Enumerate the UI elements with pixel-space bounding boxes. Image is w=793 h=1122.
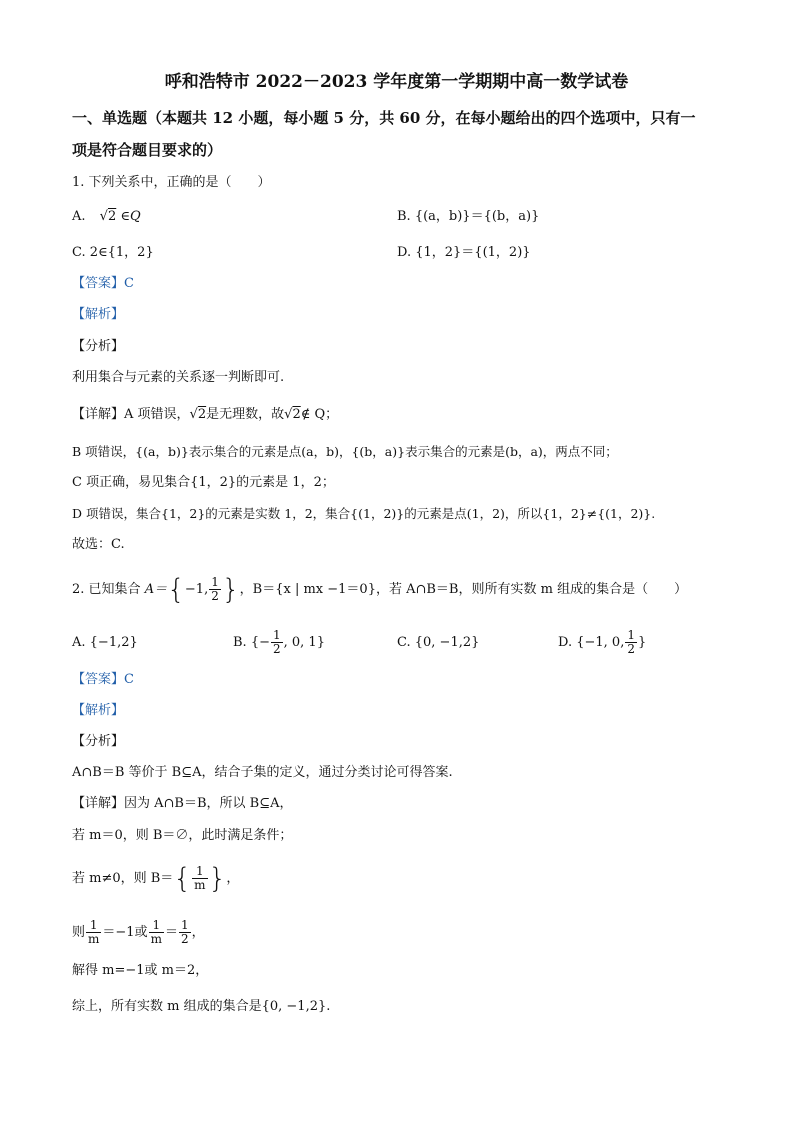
q2-set-a-element: −1, xyxy=(184,582,209,597)
q1-option-c: C. 2∈{1，2} xyxy=(72,245,154,260)
numerator: 1 xyxy=(180,918,189,932)
q1-detail-label: 【详解】 xyxy=(72,407,125,422)
q2-detail: 【详解】因为 A∩B＝B，所以 B⊆A， xyxy=(72,796,293,811)
right-brace: } xyxy=(208,861,227,895)
q2-case-zero: 若 m＝0，则 B＝∅，此时满足条件； xyxy=(72,828,293,843)
q2-case-fraction xyxy=(192,865,207,892)
q2-option-a: A. {−1,2} xyxy=(72,635,138,650)
q2-then xyxy=(72,917,205,949)
q1-detail-a xyxy=(72,406,338,424)
q1-detail-a-radicand: 2 xyxy=(197,407,207,422)
q2-stem-rest: ，B＝{x | mx −1＝0}，若 A∩B＝B，则所有实数 m 组成的集合是（ ） xyxy=(239,582,688,597)
q1-option-a xyxy=(72,208,141,226)
sqrt-symbol: √ xyxy=(284,407,293,422)
section-heading-line1: 一、单选题（本题共 12 小题，每小题 5 分，共 60 分，在每小题给出的四个选项中，只有一 xyxy=(72,109,696,127)
q2-option-b xyxy=(233,628,325,658)
numerator: 1 xyxy=(192,865,207,879)
q2-option-d-post: } xyxy=(637,635,647,650)
q1-detail-a-end: ∉ Q； xyxy=(300,407,339,422)
q1-detail-a-radicand2: 2 xyxy=(292,407,301,422)
q2-summary-post: . xyxy=(326,999,331,1014)
denominator: m xyxy=(88,932,100,946)
q2-summary-pre: 综上，所有实数 m 组成的集合是 xyxy=(72,999,262,1014)
denominator: m xyxy=(194,878,206,892)
numerator: 1 xyxy=(86,919,101,933)
q2-set-a-name: A＝ xyxy=(144,582,168,597)
q1-option-a-radicand: 2 xyxy=(107,209,117,224)
q2-stem xyxy=(72,572,688,606)
q2-breakdown-text: A∩B＝B 等价于 B⊆A，结合子集的定义，通过分类讨论可得答案. xyxy=(72,765,453,780)
q1-detail-a-pre: A 项错误， xyxy=(124,407,190,422)
numerator: 1 xyxy=(627,628,635,642)
q2-fraction-half xyxy=(209,576,221,603)
denominator: 2 xyxy=(627,642,635,656)
q2-option-c: C. {0, −1,2} xyxy=(397,635,480,650)
q2-analysis-label: 【解析】 xyxy=(72,703,125,718)
q2-then-fraction-2 xyxy=(149,919,164,946)
q2-answer: 【答案】C xyxy=(72,672,134,687)
q2-then-eq: ＝ xyxy=(164,925,178,940)
left-brace: { xyxy=(167,572,185,606)
q1-detail-b: B 项错误，{(a，b)}表示集合的元素是点(a，b)，{(b，a)}表示集合的元素是(b，a)，两点不同； xyxy=(72,444,618,459)
q2-then-mid: ＝−1或 xyxy=(102,925,148,940)
q1-detail-a-mid: 是无理数，故 xyxy=(206,407,285,422)
q1-breakdown-text: 利用集合与元素的关系逐一判断即可. xyxy=(72,370,285,385)
q2-solve: 解得 m=−1或 m＝2， xyxy=(72,963,209,978)
q2-case-nonzero-post: ， xyxy=(226,871,240,886)
q2-then-fraction-1 xyxy=(86,919,101,946)
exam-title: 呼和浩特市 2022－2023 学年度第一学期期中高一数学试卷 xyxy=(164,72,629,92)
q2-then-pre: 则 xyxy=(72,925,86,940)
q1-detail-c: C 项正确，易见集合{1，2}的元素是 1，2； xyxy=(72,475,335,490)
q2-breakdown-label: 【分析】 xyxy=(72,734,125,749)
right-brace: } xyxy=(221,572,240,606)
q2-option-d-pre: D. {−1, 0, xyxy=(558,635,625,650)
q1-option-d: D. {1，2}＝{(1，2)} xyxy=(397,245,531,260)
q1-option-b: B. {(a，b)}＝{(b，a)} xyxy=(397,209,540,224)
sqrt-symbol: √ xyxy=(99,209,108,224)
numerator: 1 xyxy=(149,919,164,933)
q2-summary xyxy=(72,998,330,1016)
q2-option-d xyxy=(558,628,646,658)
q2-case-nonzero-pre: 若 m≠0，则 B＝ xyxy=(72,871,174,886)
q2-option-b-fraction xyxy=(271,629,283,656)
q2-option-b-post: , 0, 1} xyxy=(283,635,325,650)
q2-then-post: ， xyxy=(191,925,205,940)
numerator: 1 xyxy=(272,628,281,642)
section-heading-line2: 项是符合题目要求的） xyxy=(72,141,223,159)
q2-option-b-pre: B. {− xyxy=(233,635,270,650)
q1-breakdown-label: 【分析】 xyxy=(72,339,125,354)
q1-detail-d: D 项错误，集合{1，2}的元素是实数 1，2，集合{(1，2)}的元素是点(1，2)，所以{1，2}≠{(1，2)}. xyxy=(72,506,656,521)
q1-stem: 1. 下列关系中，正确的是（ ） xyxy=(72,175,271,190)
q2-summary-set: {0, −1,2} xyxy=(261,999,327,1014)
numerator: 1 xyxy=(211,575,219,589)
q2-case-nonzero xyxy=(72,862,239,896)
denominator: 2 xyxy=(211,589,219,603)
q1-option-a-label: A. xyxy=(72,209,86,224)
denominator: m xyxy=(150,932,162,946)
sqrt-symbol: √ xyxy=(189,407,198,422)
q2-stem-pre: 2. 已知集合 xyxy=(72,582,141,597)
q1-option-a-set: Q xyxy=(130,209,141,224)
q1-choice: 故选：C. xyxy=(72,537,125,552)
denominator: 2 xyxy=(180,932,189,946)
left-brace: { xyxy=(173,861,192,895)
q1-analysis-label: 【解析】 xyxy=(72,307,125,322)
q2-then-fraction-3 xyxy=(179,919,191,946)
q1-answer: 【答案】C xyxy=(72,276,134,291)
q2-option-d-fraction xyxy=(625,629,637,656)
q1-option-a-relation: ∈ xyxy=(120,209,131,224)
denominator: 2 xyxy=(272,642,281,656)
